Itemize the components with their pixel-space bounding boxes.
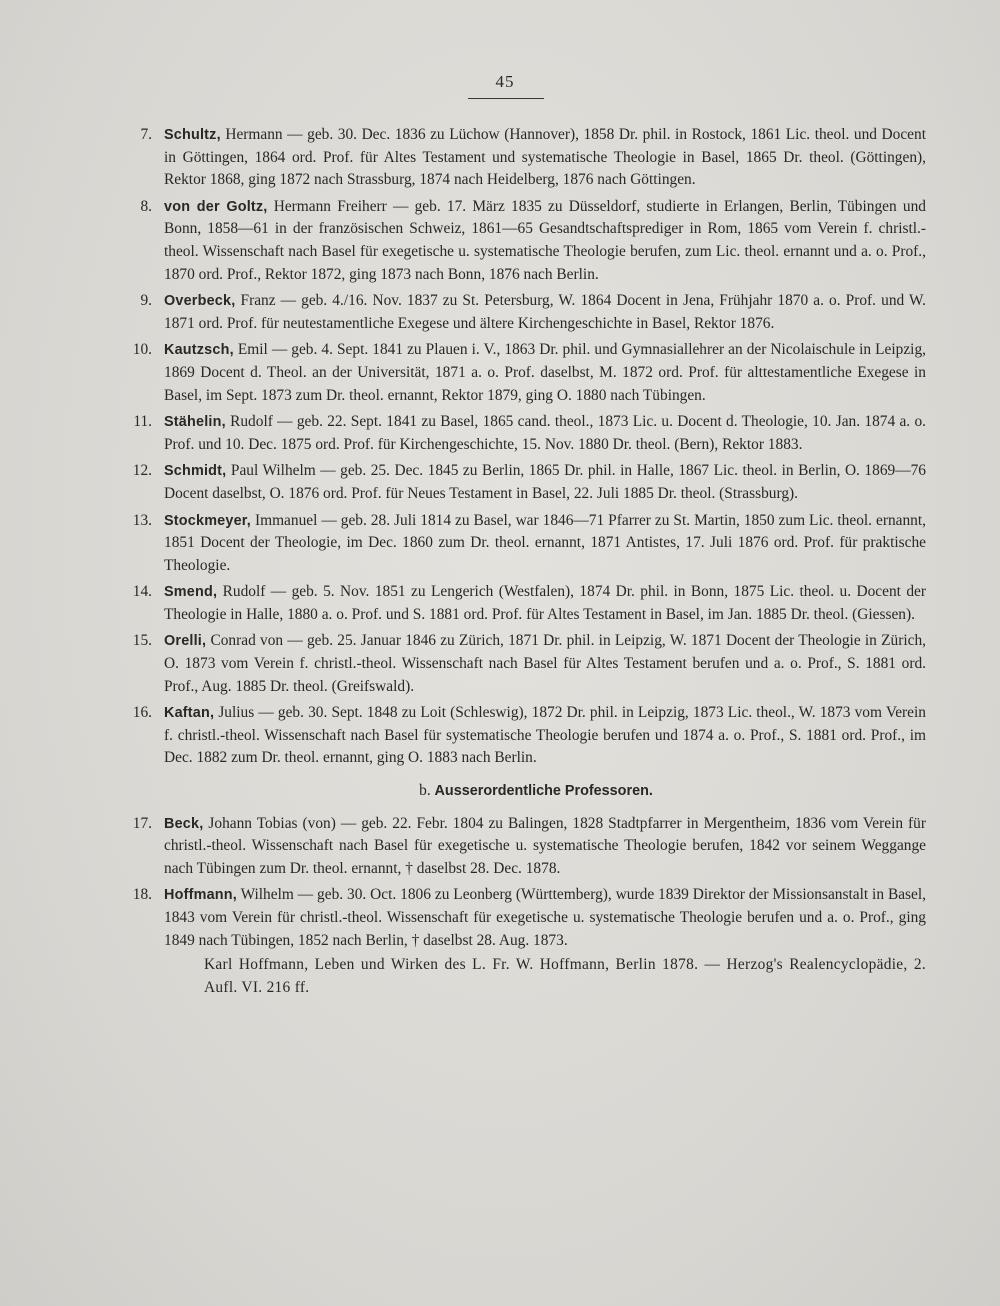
entry-item — [106, 630, 926, 698]
entry-number: 17. — [132, 814, 152, 832]
entry-text: Hermann — geb. 30. Dec. 1836 zu Lüchow (Hannover), 1858 Dr. phil. in Rostock, 1861 Lic. theol. und Docent in Göttingen, 1864 ord. Prof. für Altes Testament und systematische Theologie in Basel, 1865 Dr. theol. (Göttingen), Rektor 1868, ging 1872 nach Strassburg, 1874 nach Heidelberg, 1876 nach Göttingen. — [164, 126, 926, 189]
entry-name: Schultz, — [164, 127, 221, 143]
entry-item — [106, 702, 926, 770]
entry-name: Stockmeyer, — [164, 512, 251, 529]
entry-number: 8. — [140, 197, 152, 215]
entry-item — [106, 290, 926, 335]
entry-text: Wilhelm — geb. 30. Oct. 1806 zu Leonberg (Württemberg), wurde 1839 Direktor der Missionsanstalt in Basel, 1843 vom Verein für christl.-theol. Wissenschaft für exegetische u. systematische Theologie berufen und a. o. Prof., ging 1849 nach Tübingen, 1852 nach Berlin, † daselbst 28. Aug. 1873. — [164, 886, 926, 949]
section-prefix: b. — [419, 782, 431, 800]
entry-text: Rudolf — geb. 22. Sept. 1841 zu Basel, 1865 cand. theol., 1873 Lic. u. Docent d. Theologie, 10. Jan. 1874 a. o. Prof. und 10. Dec. 1875 ord. Prof. für Kirchengeschichte, 15. Nov. 1880 Dr. theol. (Bern), Rektor 1883. — [164, 413, 926, 453]
section-heading — [106, 780, 926, 803]
entry-number: 18. — [132, 886, 152, 904]
entry-item — [106, 124, 926, 192]
entry-number: 12. — [132, 462, 152, 480]
entry-name: Overbeck, — [164, 293, 236, 310]
header-rule — [468, 98, 544, 99]
entry-item — [106, 196, 926, 286]
note-text: Karl Hoffmann, Leben und Wirken des L. Fr. W. Hoffmann, Berlin 1878. — Herzog's Realencyclopädie, 2. Aufl. VI. 216 ff. — [204, 956, 926, 996]
section-title: Ausserordentliche Professoren. — [434, 783, 653, 800]
entry-item — [106, 460, 926, 505]
entry-name: Hoffmann, — [164, 887, 237, 904]
entry-text: Emil — geb. 4. Sept. 1841 zu Plauen i. V., 1863 Dr. phil. und Gymnasiallehrer an der Nicolaischule in Leipzig, 1869 Docent d. Theol. an der Universität, 1871 a. o. Prof. daselbst, M. 1872 ord. Prof. für alttestamentliche Exegese in Basel, im Sept. 1873 zum Dr. theol. ernannt, Rektor 1879, ging O. 1880 nach Tübingen. — [164, 341, 926, 404]
entry-item — [106, 884, 926, 952]
entry-text: Julius — geb. 30. Sept. 1848 zu Loit (Schleswig), 1872 Dr. phil. in Leipzig, 1873 Lic. theol., W. 1873 vom Verein f. christl.-theol. Wissenschaft nach Basel für systematische Theologie berufen und 1874 a. o. Prof., S. 1881 ord. Prof., im Dec. 1882 zum Dr. theol. ernannt, ging O. 1883 nach Berlin. — [164, 704, 926, 767]
entry-text: Franz — geb. 4./16. Nov. 1837 zu St. Petersburg, W. 1864 Docent in Jena, Frühjahr 1870 a. o. Prof. und W. 1871 ord. Prof. für neutestamentliche Exegese und ältere Kirchengeschichte in Basel, Rektor 1876. — [164, 292, 926, 332]
entry-text: Conrad von — geb. 25. Januar 1846 zu Zürich, 1871 Dr. phil. in Leipzig, W. 1871 Docent der Theologie in Zürich, O. 1873 vom Verein f. christl.-theol. Wissenschaft nach Basel für Altes Testament berufen und a. o. Prof., S. 1881 ord. Prof., Aug. 1885 Dr. theol. (Greifswald). — [164, 632, 926, 695]
entry-name: Beck, — [164, 815, 204, 832]
entry-list-ordinary — [106, 124, 926, 770]
entry-text: Immanuel — geb. 28. Juli 1814 zu Basel, war 1846—71 Pfarrer zu St. Martin, 1850 zum Lic. theol. ernannt, 1851 Docent der Theologie, im Dec. 1860 zum Dr. theol. ernannt, 1871 Antistes, 17. Juli 1876 ord. Prof. für praktische Theologie. — [164, 511, 926, 574]
entry-item — [106, 339, 926, 407]
entry-text: Hermann Freiherr — geb. 17. März 1835 zu Düsseldorf, studierte in Erlangen, Berlin, Tübingen und Bonn, 1858—61 in der französischen Schweiz, 1861—65 Gesandtschaftsprediger in Rom, 1865 vom Verein f. christl.-theol. Wissenschaft nach Basel für exegetische u. systematische Theologie berufen, zum Lic. theol. ernannt und a. o. Prof., 1870 ord. Prof., Rektor 1872, ging 1873 nach Bonn, 1876 nach Berlin. — [164, 197, 926, 283]
entry-text: Paul Wilhelm — geb. 25. Dec. 1845 zu Berlin, 1865 Dr. phil. in Halle, 1867 Lic. theol. in Berlin, O. 1869—76 Docent daselbst, O. 1876 ord. Prof. für Neues Testament in Basel, 22. Juli 1885 Dr. theol. (Strassburg). — [164, 462, 926, 502]
entry-number: 10. — [132, 341, 152, 359]
entry-text: Johann Tobias (von) — geb. 22. Febr. 1804 zu Balingen, 1828 Stadtpfarrer in Mergentheim, 1836 vom Verein für christl.-theol. Wissenschaft nach Basel für exegetische u. systematische Theologie berufen, 1842 vor seinem Weggange nach Tübingen zum Dr. theol. ernannt, † daselbst 28. Dec. 1878. — [164, 814, 926, 877]
page-number: 45 — [495, 72, 515, 91]
entry-number: 7. — [140, 126, 152, 143]
bibliographic-note — [106, 954, 926, 999]
entry-item — [106, 581, 926, 626]
entry-list-extraordinary — [106, 813, 926, 953]
entry-item — [106, 510, 926, 578]
entry-number: 16. — [132, 704, 152, 722]
entry-number: 11. — [133, 413, 152, 431]
entry-name: Kautzsch, — [164, 342, 234, 359]
entry-item — [106, 411, 926, 456]
entry-name: Stähelin, — [164, 414, 226, 431]
entry-number: 9. — [140, 292, 152, 310]
entry-number: 13. — [132, 511, 152, 529]
entry-number: 15. — [132, 632, 152, 650]
entry-item — [106, 813, 926, 881]
entry-name: Schmidt, — [164, 463, 227, 480]
entry-name: Smend, — [164, 584, 218, 601]
entry-name: Orelli, — [164, 633, 207, 650]
entry-text: Rudolf — geb. 5. Nov. 1851 zu Lengerich (Westfalen), 1874 Dr. phil. in Bonn, 1875 Lic. theol. u. Docent der Theologie in Halle, 1880 a. o. Prof. und S. 1881 ord. Prof. für Altes Testament in Basel, im Jan. 1885 Dr. theol. (Giessen). — [164, 583, 926, 623]
entry-list — [106, 124, 926, 999]
entry-number: 14. — [132, 583, 152, 601]
entry-name: Kaftan, — [164, 705, 215, 722]
entry-name: von der Goltz, — [164, 198, 268, 215]
